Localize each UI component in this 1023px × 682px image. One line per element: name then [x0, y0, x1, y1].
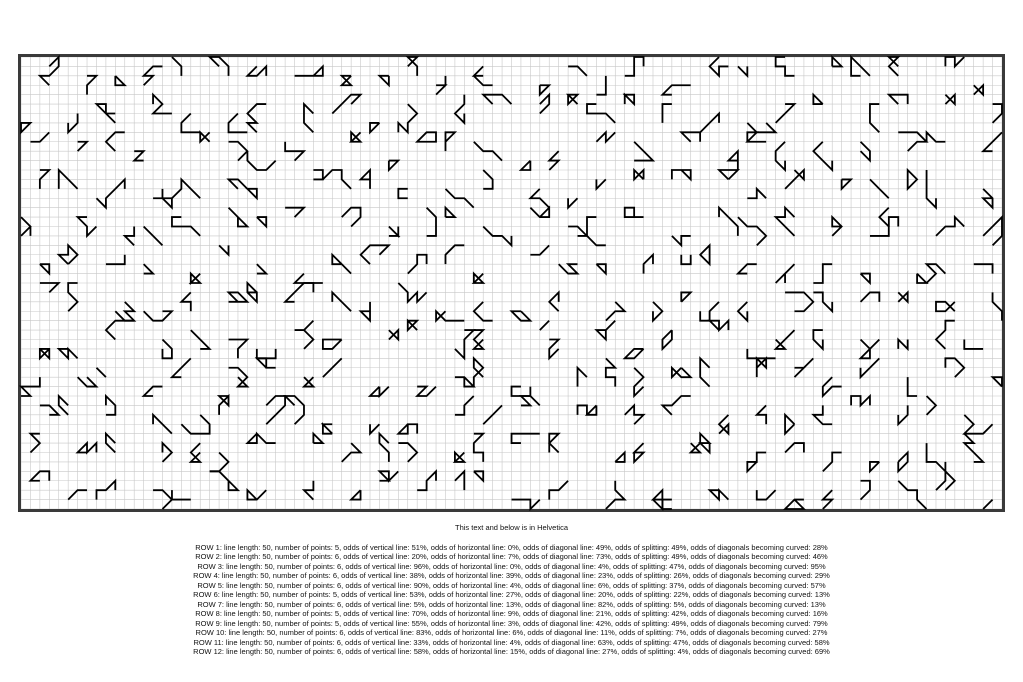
row-description: ROW 3: line length: 50, number of points: 6, odds of vertical line: 96%, odds of horizontal line: 0%, odds of diagonal line: 4%, odds of splitting: 47%, odds of diagonals becoming curved: 95% — [197, 561, 826, 571]
glyph — [728, 151, 737, 170]
glyph — [115, 76, 124, 85]
glyph — [710, 321, 729, 330]
glyph — [295, 66, 323, 75]
glyph — [257, 217, 266, 226]
glyph — [144, 264, 153, 273]
glyph — [40, 264, 49, 273]
caption-title: This text and below is in Helvetica — [455, 523, 568, 532]
glyph — [521, 161, 530, 170]
glyph — [653, 490, 662, 509]
glyph — [474, 434, 483, 462]
glyph — [747, 349, 775, 358]
glyph — [625, 208, 644, 217]
glyph — [144, 311, 172, 320]
glyph — [596, 179, 605, 188]
glyph — [389, 330, 398, 339]
glyph — [257, 358, 276, 367]
glyph — [898, 340, 907, 349]
glyph — [747, 189, 766, 198]
row-description: ROW 7: line length: 50, number of points: 6, odds of vertical line: 5%, odds of horizontal line: 13%, odds of diagonal line: 82%, odds of splitting: 5%, odds of diagonals becoming curved: 13% — [197, 599, 826, 609]
glyph — [700, 434, 709, 453]
glyph — [625, 95, 634, 104]
glyph — [304, 481, 313, 500]
row-description: ROW 9: line length: 50, number of points: 5, odds of vertical line: 55%, odds of horizontal line: 3%, odds of diagonal line: 42%, odds of splitting: 49%, odds of diagonals becoming curved: 79% — [195, 618, 828, 628]
row-description: ROW 4: line length: 50, number of points: 6, odds of vertical line: 38%, odds of horizontal line: 39%, odds of diagonal line: 23%, odds of splitting: 26%, odds of diagonals becoming curved: 29% — [193, 571, 830, 580]
glyph — [257, 264, 266, 273]
glyph — [993, 292, 1002, 320]
glyph — [512, 434, 540, 443]
glyph — [304, 104, 313, 132]
glyph — [389, 161, 398, 170]
row-description: ROW 6: line length: 50, number of points: 5, odds of vertical line: 53%, odds of horizontal line: 27%, odds of diagonal line: 20%, odds of splitting: 22%, odds of diagonals becoming curved: 13% — [193, 590, 830, 599]
glyph — [436, 76, 445, 95]
glyph — [427, 208, 436, 236]
glyph — [247, 434, 275, 443]
glyph — [738, 66, 747, 75]
glyph — [361, 302, 370, 321]
glyph — [351, 490, 360, 499]
glyph — [96, 368, 105, 377]
glyph — [983, 500, 992, 509]
glyph — [361, 170, 370, 189]
glyph — [370, 387, 389, 396]
glyph — [512, 500, 540, 509]
glyph — [351, 132, 360, 141]
glyph — [370, 123, 379, 132]
row-description: ROW 8: line length: 50, number of points: 5, odds of vertical line: 70%, odds of horizontal line: 9%, odds of diagonal line: 21%, odds of splitting: 42%, odds of diagonals becoming curved: 16% — [195, 609, 828, 618]
glyph — [40, 349, 49, 358]
glyph — [474, 358, 483, 386]
glyph — [398, 189, 407, 198]
glyph — [474, 274, 483, 283]
glyph — [889, 217, 898, 226]
glyph-grid-svg — [18, 54, 1005, 512]
glyph — [78, 142, 87, 151]
glyph — [549, 151, 558, 170]
glyph — [945, 57, 964, 66]
glyph — [398, 424, 417, 433]
glyph — [370, 424, 379, 433]
glyph — [379, 471, 398, 480]
glyph — [342, 76, 351, 85]
glyph — [313, 434, 322, 443]
glyph — [379, 76, 388, 85]
glyph — [662, 500, 671, 509]
glyph — [455, 453, 464, 462]
glyph — [615, 453, 624, 462]
glyph-board — [18, 54, 1005, 512]
glyph — [455, 377, 474, 386]
glyph — [96, 179, 124, 207]
glyph — [813, 95, 822, 104]
glyph — [776, 142, 785, 170]
glyph — [596, 264, 605, 273]
row-description: ROW 12: line length: 50, number of points: 6, odds of vertical line: 58%, odds of horizontal line: 15%, odds of diagonal line: 27%, odds of splitting: 4%, odds of diagonals becoming curved: 69% — [193, 647, 830, 656]
glyph — [898, 481, 926, 509]
glyph — [851, 396, 870, 405]
glyph — [219, 245, 228, 254]
glyph — [313, 170, 322, 179]
glyph — [710, 490, 729, 499]
glyph — [323, 424, 332, 433]
glyph — [455, 95, 464, 123]
glyph — [247, 189, 256, 198]
glyph — [832, 57, 841, 66]
glyph — [842, 179, 851, 188]
glyph — [540, 85, 549, 94]
glyph — [832, 217, 841, 236]
glyph — [945, 95, 954, 104]
glyph — [408, 321, 417, 330]
glyph — [379, 434, 388, 462]
glyph — [757, 405, 766, 424]
glyph — [691, 443, 700, 452]
caption — [0, 523, 1023, 657]
glyph — [681, 255, 690, 264]
glyph — [662, 85, 690, 94]
glyph — [200, 132, 209, 141]
glyph — [181, 292, 190, 311]
glyph — [738, 217, 766, 245]
glyph — [295, 274, 323, 283]
glyph — [870, 462, 879, 471]
row-description: ROW 10: line length: 50, number of points: 6, odds of vertical line: 83%, odds of horizontal line: 6%, odds of diagonal line: 11%, odds of splitting: 7%, odds of diagonals becoming curved: 27% — [195, 628, 828, 637]
row-description: ROW 1: line length: 50, number of points: 5, odds of vertical line: 51%, odds of horizontal line: 0%, odds of diagonal line: 49%, odds of splitting: 49%, odds of diagonals becoming curved: 28% — [195, 542, 828, 552]
glyph — [917, 274, 926, 283]
glyph — [568, 95, 577, 104]
glyph — [134, 151, 143, 160]
glyph — [540, 321, 549, 330]
glyph — [700, 358, 709, 386]
row-description: ROW 11: line length: 50, number of points: 6, odds of vertical line: 33%, odds of horizontal line: 4%, odds of diagonal line: 63%, odds of splitting: 47%, odds of diagonals becoming curved: 58% — [193, 637, 830, 647]
glyph — [304, 377, 313, 386]
glyph — [672, 236, 691, 245]
glyph — [436, 311, 464, 320]
glyph — [445, 208, 454, 217]
glyph — [993, 377, 1002, 386]
glyph — [78, 443, 97, 452]
glyph — [747, 123, 775, 132]
glyph — [974, 85, 983, 94]
glyph — [483, 95, 511, 104]
glyph — [983, 189, 992, 208]
glyph — [861, 274, 870, 283]
glyph — [21, 123, 30, 132]
glyph — [634, 443, 643, 462]
glyph — [474, 471, 483, 480]
glyph — [68, 283, 77, 311]
glyph — [634, 368, 643, 396]
glyph — [587, 405, 596, 414]
glyph — [578, 405, 587, 414]
glyph — [247, 283, 256, 302]
glyph — [596, 132, 615, 141]
glyph — [606, 358, 615, 386]
glyph — [125, 227, 134, 246]
glyph — [870, 104, 879, 132]
glyph — [389, 227, 398, 236]
glyph — [681, 292, 690, 301]
glyph — [634, 170, 643, 179]
glyph — [191, 274, 200, 283]
glyph — [898, 292, 907, 301]
row-description: ROW 5: line length: 50, number of points: 6, odds of vertical line: 90%, odds of horizontal line: 4%, odds of diagonal line: 6%, odds of splitting: 37%, odds of diagonals becoming curved: 57% — [197, 580, 826, 590]
glyph — [59, 349, 78, 358]
glyph — [568, 198, 577, 207]
row-description: ROW 2: line length: 50, number of points: 6, odds of vertical line: 20%, odds of horizontal line: 7%, odds of diagonal line: 73%, odds of splitting: 49%, odds of diagonals becoming curved: 46% — [195, 552, 828, 561]
glyph — [823, 490, 832, 509]
